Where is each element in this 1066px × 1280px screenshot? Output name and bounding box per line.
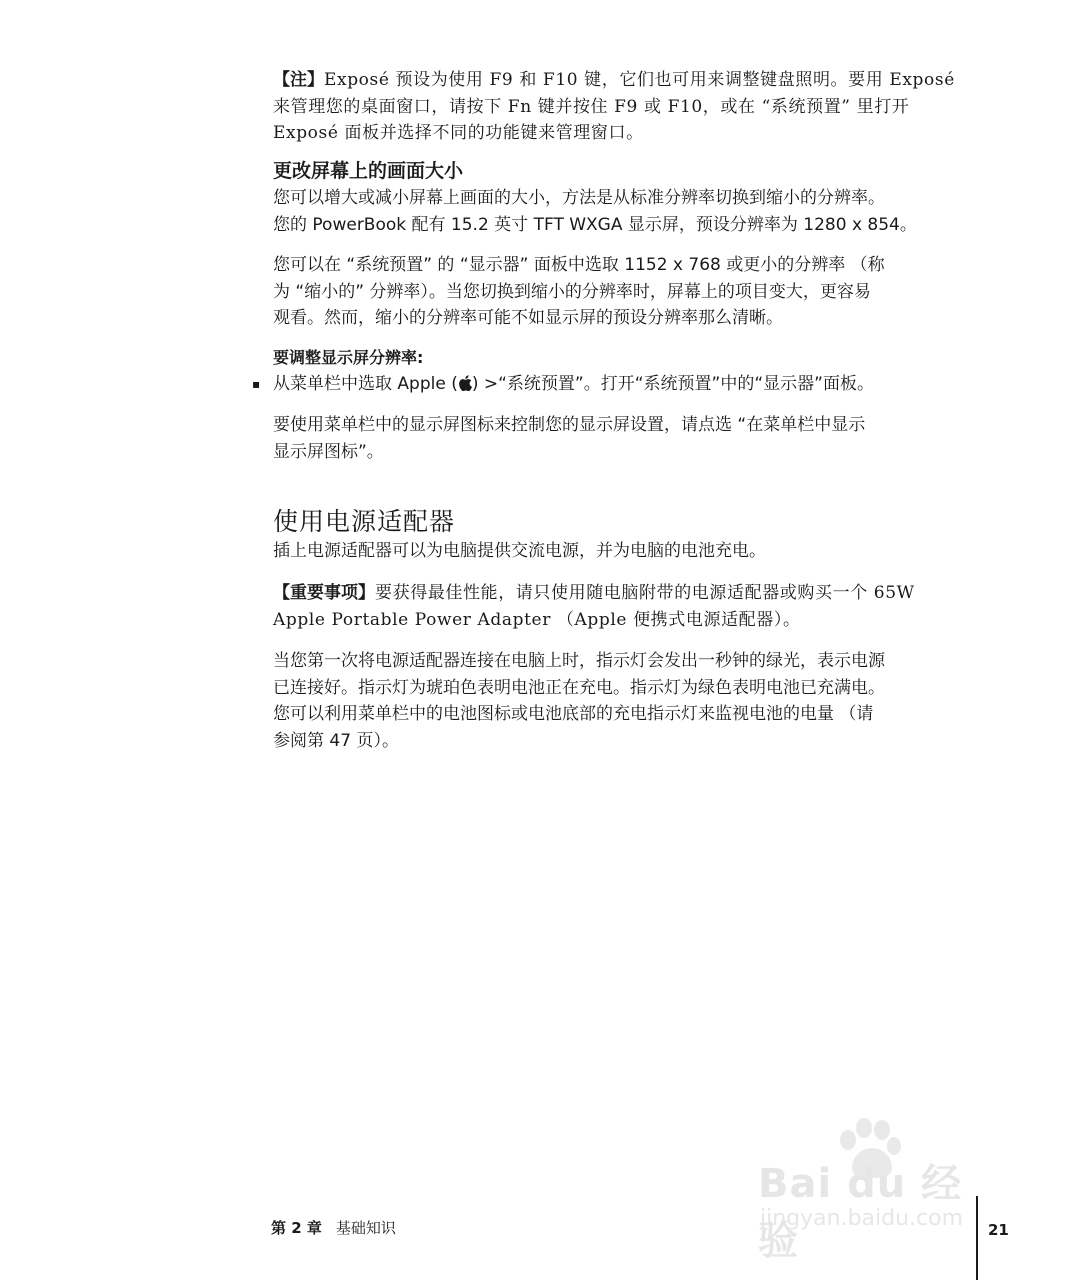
section-resize-heading-wrap: [273, 158, 975, 184]
paragraph-line: 观看。然而，缩小的分辨率可能不如显示屏的预设分辨率那么清晰。: [273, 308, 783, 328]
page-number: 21: [988, 1221, 1009, 1239]
paragraph-line: 您可以在 “系统预置” 的 “显示器” 面板中选取 1152 x 768 或更小的分辨率 （称: [273, 255, 885, 275]
baidu-watermark: [752, 1118, 1002, 1264]
sub-heading: 要调整显示屏分辨率:: [273, 348, 424, 367]
chapter-number: 第 2 章: [271, 1219, 322, 1237]
power-para-1: [273, 538, 975, 565]
important-line-2: Apple Portable Power Adapter （Apple 便携式电源适配器）。: [273, 609, 801, 630]
bullet-item: [252, 371, 975, 398]
resize-para-1: [273, 185, 975, 238]
watermark-brand: Bai du 经验: [758, 1161, 963, 1264]
resize-subheading-wrap: [273, 346, 975, 370]
paragraph-line: 为 “缩小的” 分辨率）。当您切换到缩小的分辨率时，屏幕上的项目变大，更容易: [273, 281, 871, 302]
paragraph-line: 已连接好。指示灯为琥珀色表明电池正在充电。指示灯为绿色表明电池已充满电。: [273, 677, 885, 698]
resize-para-2: [273, 252, 975, 332]
footer-divider: [976, 1196, 978, 1280]
important-block: [273, 580, 975, 633]
paragraph-line: 显示屏图标”。: [273, 441, 384, 462]
power-para-2: [273, 648, 975, 754]
paragraph-line: 您的 PowerBook 配有 15.2 英寸 TFT WXGA 显示屏，预设分辨率为 1280 x 854。: [273, 214, 917, 235]
resize-para-3: [273, 412, 975, 465]
note-line-1: 【注】Exposé 预设为使用 F9 和 F10 键，它们也可用来调整键盘照明。要用 Exposé: [273, 70, 955, 90]
section-power-heading-wrap: [273, 507, 975, 537]
bullet-text: 从菜单栏中选取 Apple ( ) >“系统预置”。打开“系统预置”中的“显示器”面板。: [273, 374, 874, 394]
paragraph-line: 您可以利用菜单栏中的电池图标或电池底部的充电指示灯来监视电池的电量 （请: [273, 704, 874, 724]
note-tag: 【注】: [273, 70, 324, 90]
note-block: [273, 67, 975, 147]
chapter-title: 基础知识: [335, 1219, 396, 1237]
paragraph-line: 插上电源适配器可以为电脑提供交流电源，并为电脑的电池充电。: [273, 541, 766, 561]
bullet-square-icon: ▪: [252, 377, 261, 391]
note-line-3: Exposé 面板并选择不同的功能键来管理窗口。: [273, 123, 644, 143]
footer-chapter: [271, 1217, 396, 1239]
paragraph-line: 当您第一次将电源适配器连接在电脑上时，指示灯会发出一秒钟的绿光，表示电源: [273, 651, 885, 671]
paragraph-line: 参阅第 47 页）。: [273, 730, 399, 751]
paragraph-line: 要使用菜单栏中的显示屏图标来控制您的显示屏设置，请点选 “在菜单栏中显示: [273, 415, 866, 435]
section-heading: 更改屏幕上的画面大小: [273, 160, 464, 182]
watermark-url: jingyan.baidu.com: [760, 1206, 964, 1231]
important-line-1: 【重要事项】要获得最佳性能，请只使用随电脑附带的电源适配器或购买一个 65W: [273, 583, 915, 603]
section-heading: 使用电源适配器: [273, 507, 456, 536]
paragraph-line: 您可以增大或减小屏幕上画面的大小，方法是从标准分辨率切换到缩小的分辨率。: [273, 188, 885, 208]
note-line-2: 来管理您的桌面窗口，请按下 Fn 键并按住 F9 或 F10，或在 “系统预置” 里打开: [273, 96, 910, 117]
important-tag: 【重要事项】: [273, 583, 375, 603]
apple-logo-icon: [458, 375, 472, 391]
